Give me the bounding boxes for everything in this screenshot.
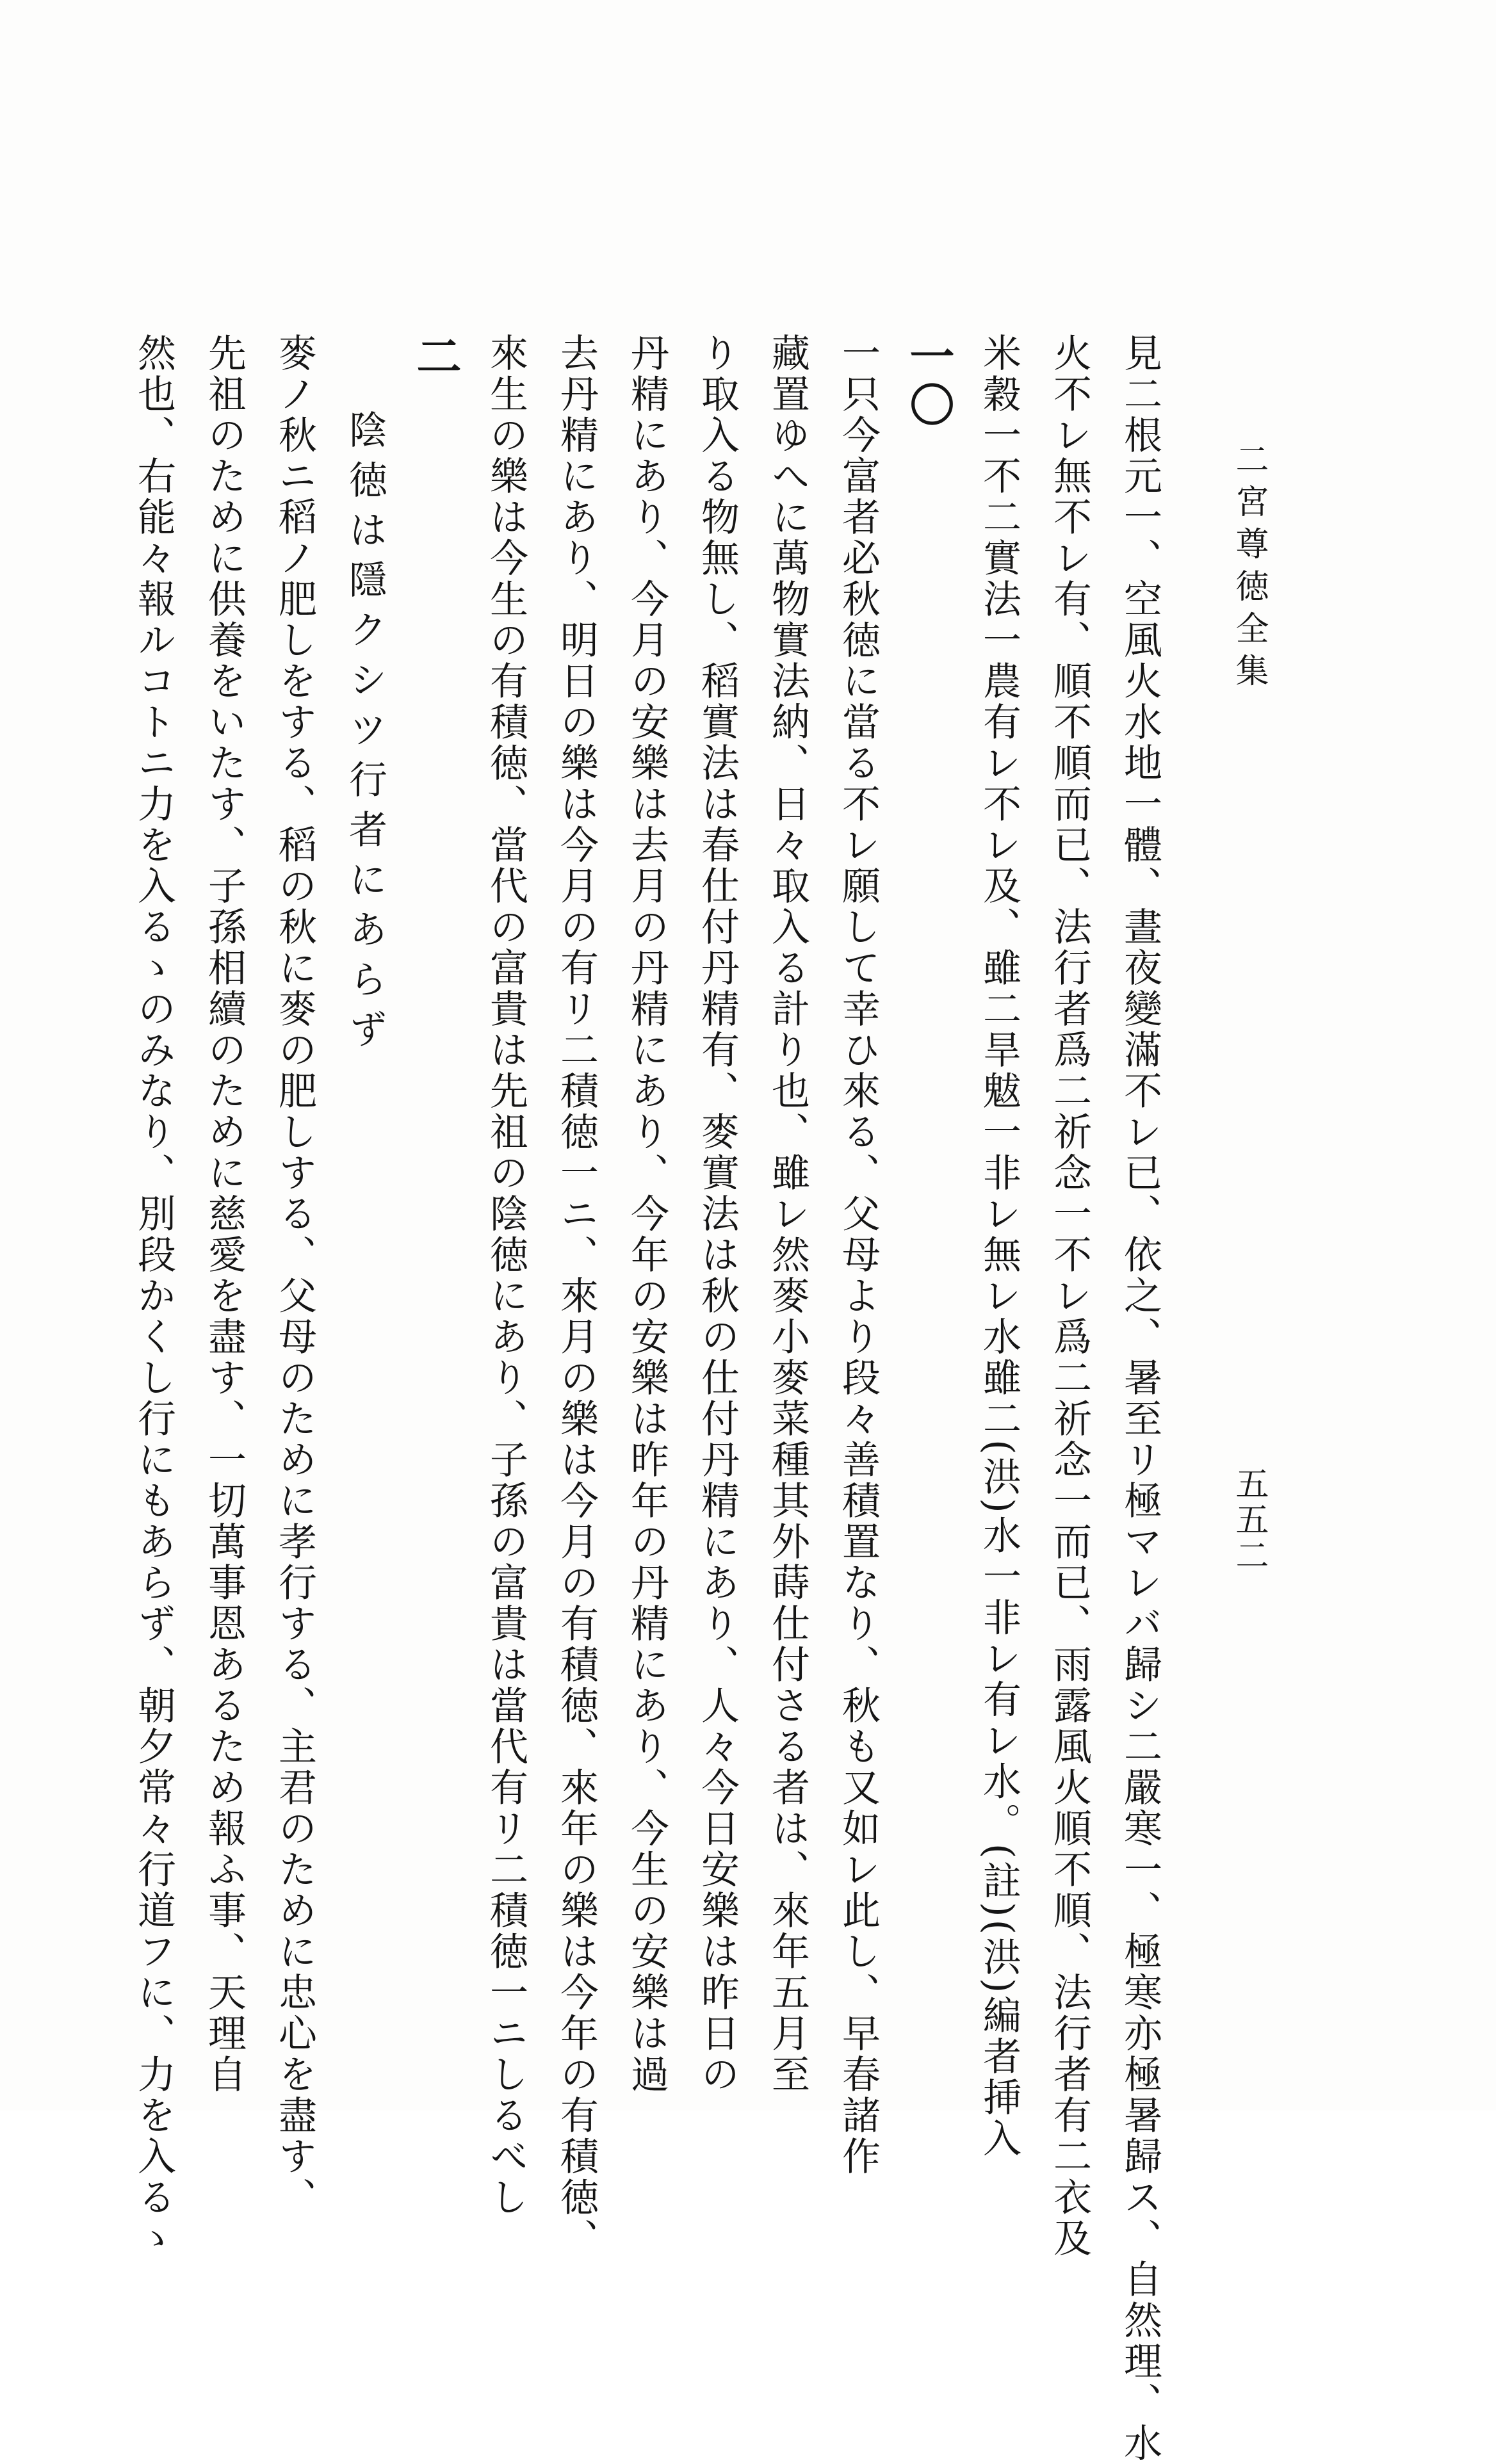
page-number: 五五二 <box>1230 1466 1268 1574</box>
text-column: 火不レ無不レ有、順不順而已、法行者爲二祈念一不レ爲二祈念一而已、雨露風火順不順、法行者有二衣及 <box>1047 333 1092 2259</box>
vertical-text-body <box>131 333 1175 2464</box>
text-column: 見二根元一、空風火水地一體、晝夜變滿不レ已、依之、暑至リ極マレバ歸シ二嚴寒一、極寒亦極暑歸ス、自然理、水 <box>1118 333 1162 2464</box>
text-column: り取入る物無し、稻實法は春仕付丹精有、麥實法は秋の仕付丹精にあり、人々今日安樂は昨日の <box>695 333 740 2095</box>
text-column: 藏置ゆへに萬物實法納、日々取入る計り也、雖レ然麥小麥菜種其外蒔仕付さる者は、來年五月至 <box>765 333 810 2095</box>
section-number: 二 <box>409 333 462 382</box>
text-column: 一只今富者必秋徳に當る不レ願して幸ひ來る、父母より段々善積置なり、秋も又如レ此し、早春諸作 <box>836 333 881 2177</box>
text-column: 去丹精にあり、明日の樂は今月の有リ二積徳一ニ、來月の樂は今月の有積徳、來年の樂は今年の有積徳、 <box>554 333 599 2259</box>
section-number: 一〇 <box>902 333 955 430</box>
text-column: 來生の樂は今生の有積徳、當代の富貴は先祖の陰徳にあり、子孫の富貴は當代有リ二積徳一ニしるべし <box>484 333 528 2218</box>
text-column: 米穀一不二實法一農有レ不レ及、雖二旱魃一非レ無レ水雖二(洪)水一非レ有レ水。(註)(洪)編者挿入 <box>977 333 1021 2160</box>
section-title: 陰徳は隱クシツ行者にあらず <box>343 410 387 1059</box>
text-column: 丹精にあり、今月の安樂は去月の丹精にあり、今年の安樂は昨年の丹精にあり、今生の安樂は過 <box>624 333 669 2095</box>
running-title: 二宮尊徳全集 <box>1230 442 1268 695</box>
text-column: 先祖のために供養をいたす、子孫相續のために慈愛を盡す、一切萬事恩あるため報ふ事、天理自 <box>202 333 247 2095</box>
text-column: 然也、右能々報ルコトニ力を入るゝのみなり、別段かくし行にもあらず、朝夕常々行道フに、力を入るゝ <box>131 333 176 2259</box>
text-column: 麥ノ秋ニ稻ノ肥しをする、稻の秋に麥の肥しする、父母のために孝行する、主君のために忠心を盡す、 <box>272 333 317 2218</box>
